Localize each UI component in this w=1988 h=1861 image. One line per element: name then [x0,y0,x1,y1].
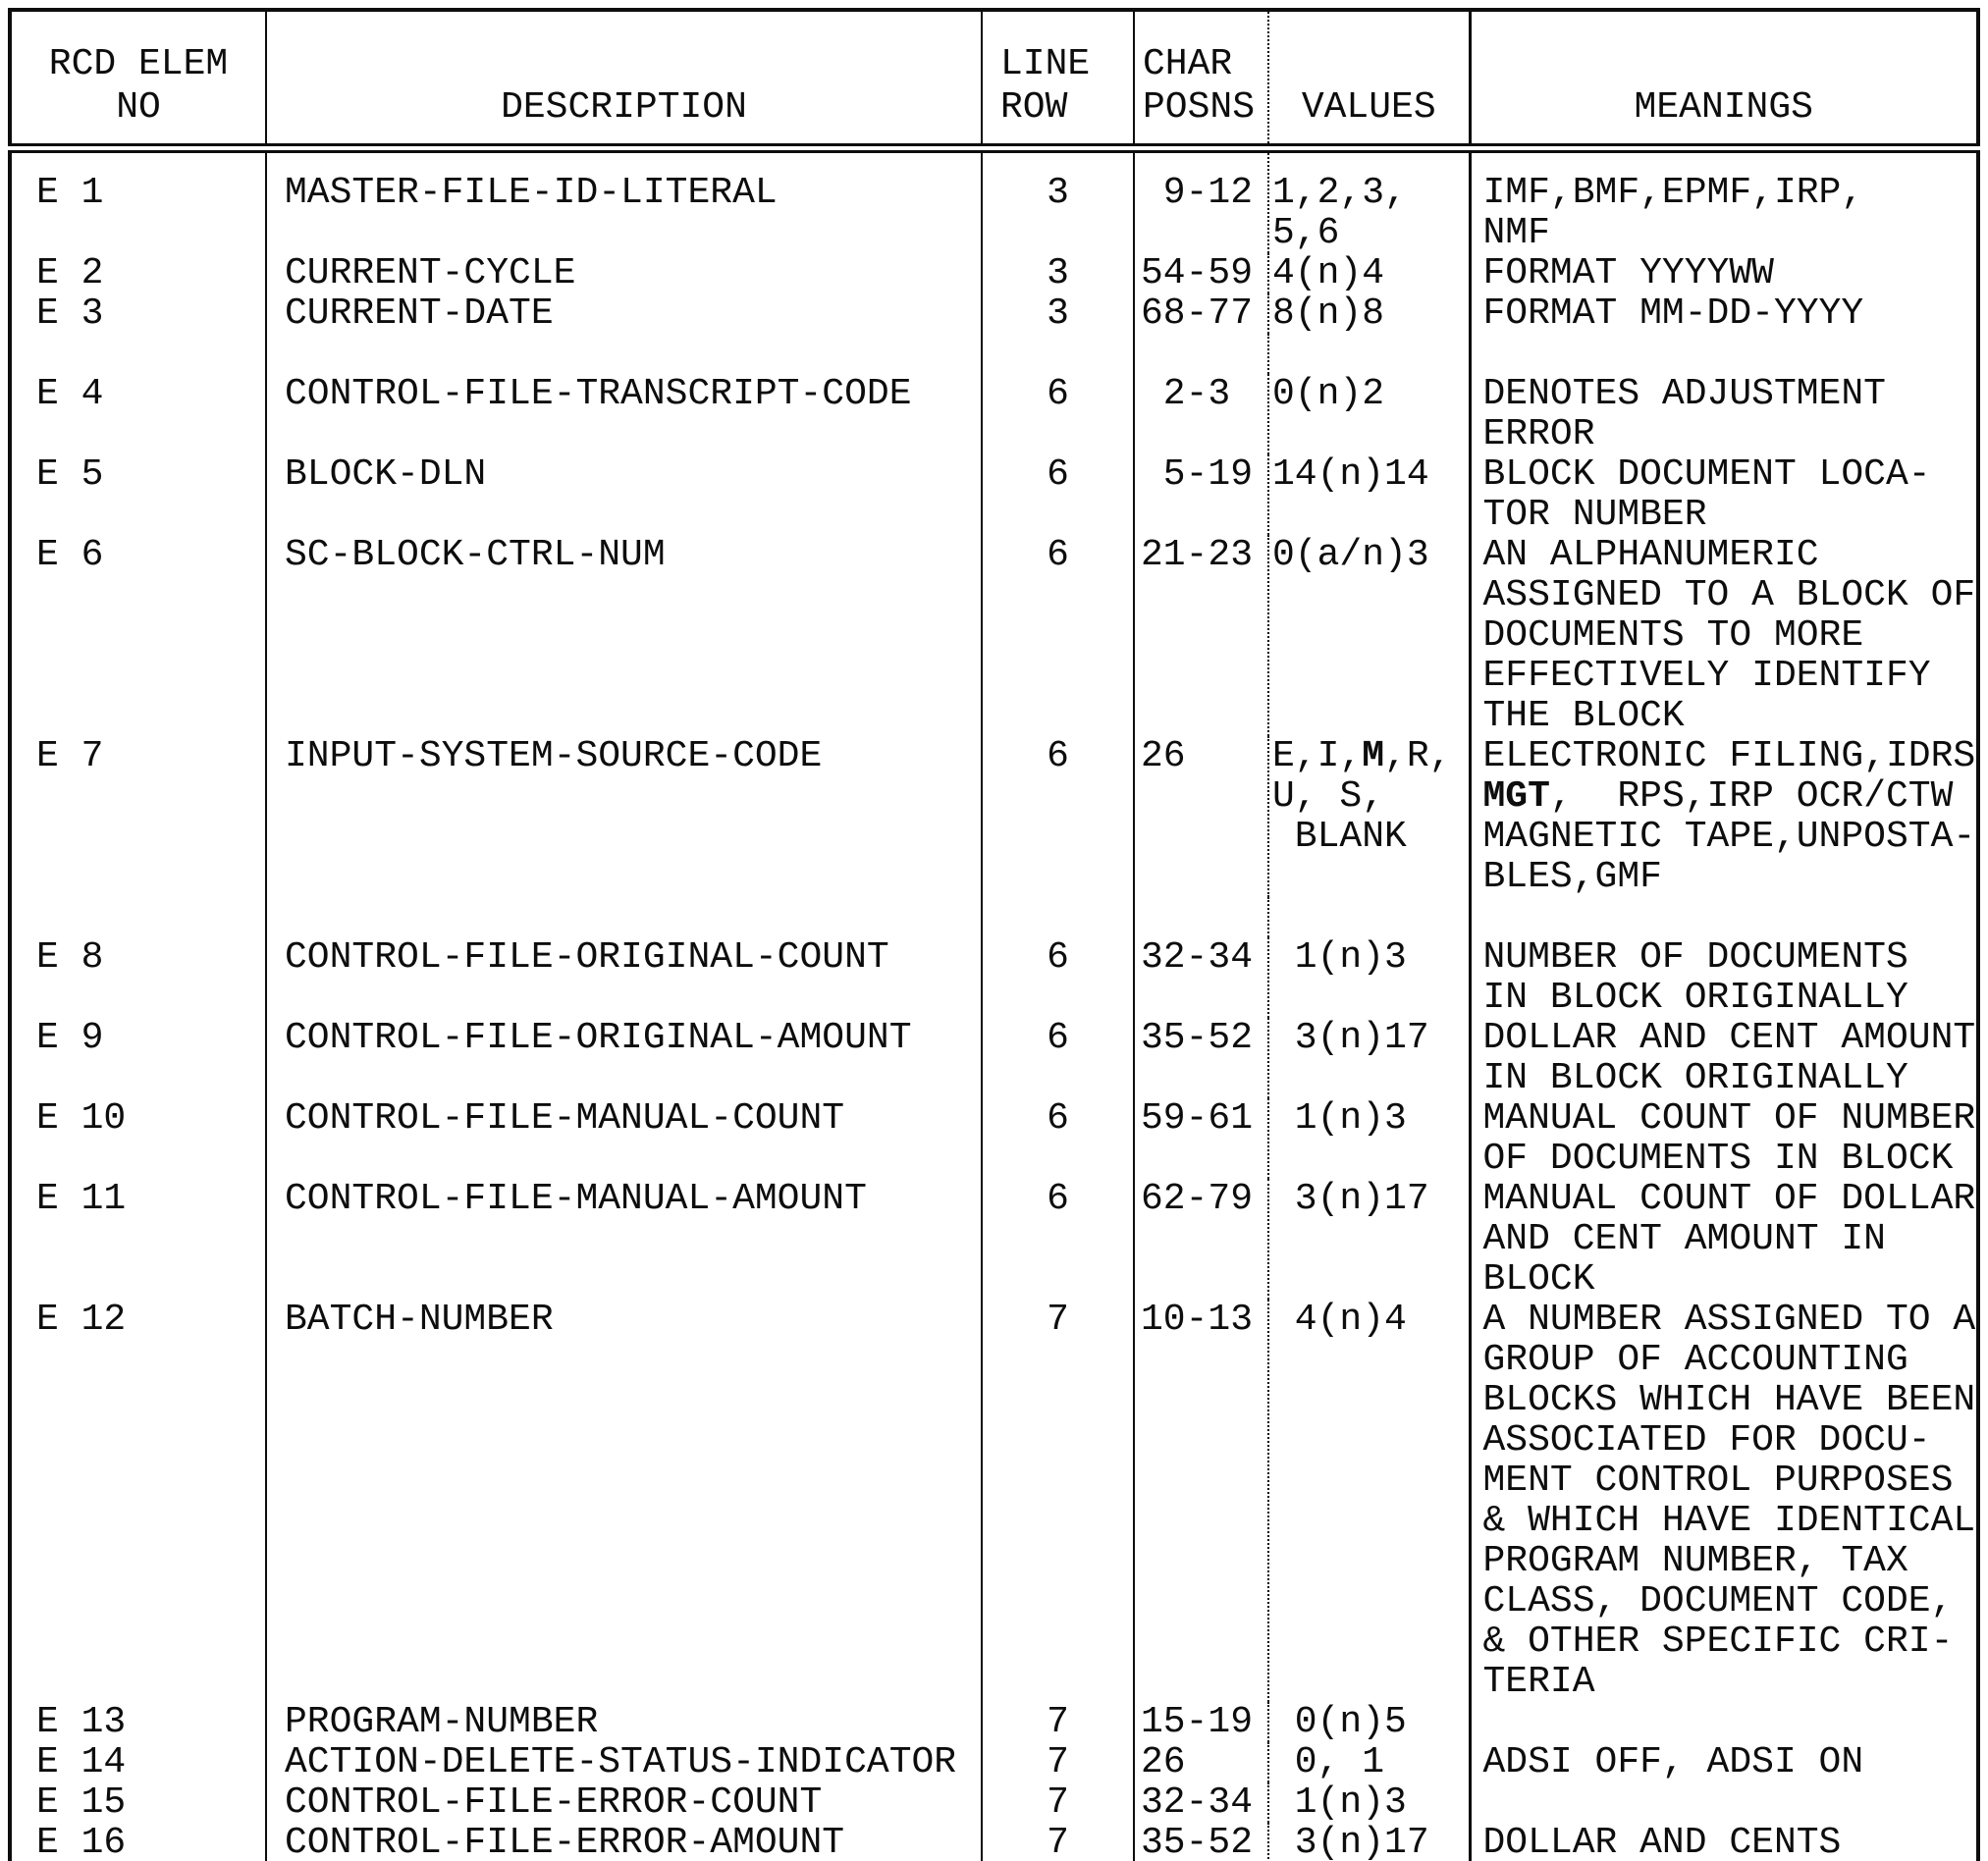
text-line: 7 [1047,1299,1069,1341]
cell-line-row [982,937,1134,1018]
cell-elem-no [10,1300,266,1702]
text-line: VALUES [1301,86,1436,129]
text-line: POSNS [1143,86,1256,129]
text-line: NUMBER OF DOCUMENTS [1482,936,1908,979]
text-line: CLASS, DOCUMENT CODE, [1482,1580,1954,1622]
text-line: BLOCK DOCUMENT LOCA- [1482,453,1931,496]
spacer-cell [1268,334,1470,374]
text-line: E 12 [36,1299,127,1341]
cell-description [266,293,982,334]
text-line: BLES,GMF [1482,856,1662,898]
text-line: E 15 [36,1781,127,1824]
text-line: ASSIGNED TO A BLOCK OF [1482,574,1976,616]
text-line: EFFECTIVELY IDENTIFY [1482,655,1931,697]
text-line: MASTER-FILE-ID-LITERAL [285,172,778,214]
spacer-cell [1470,897,1978,937]
spacer-cell [1134,897,1268,937]
cell-elem-no [10,1702,266,1742]
column-header-values [1268,10,1470,148]
record-row-e-11 [10,1179,1978,1300]
cell-description [266,1823,982,1861]
text-line: CONTROL-FILE-ORIGINAL-COUNT [285,936,889,979]
text-line: FORMAT YYYYWW [1482,252,1774,294]
cell-description [266,1742,982,1782]
cell-description [266,1179,982,1300]
cell-line-row [982,535,1134,736]
cell-char-posns [1134,1179,1268,1300]
text-line: 35-52 [1141,1017,1254,1059]
cell-meanings [1470,374,1978,454]
text-line: 3 [1047,292,1069,335]
text-line: 6 [1047,1178,1069,1220]
cell-description [266,736,982,897]
cell-char-posns [1134,1782,1268,1823]
record-row-e-9 [10,1018,1978,1098]
text-line: E 5 [36,453,104,496]
text-line: 5,6 [1272,212,1340,254]
cell-elem-no [10,374,266,454]
text-line: 6 [1047,735,1069,777]
cell-elem-no [10,454,266,535]
text-line: THE BLOCK [1482,695,1685,737]
bold-text-segment: M [1362,735,1385,777]
cell-description [266,1300,982,1702]
text-line: 6 [1047,534,1069,576]
text-line: AND CENT AMOUNT IN [1482,1218,1886,1260]
cell-elem-no [10,1742,266,1782]
cell-values [1268,1300,1470,1702]
record-row-e-14 [10,1742,1978,1782]
cell-char-posns [1134,1018,1268,1098]
cell-values [1268,1702,1470,1742]
cell-char-posns [1134,148,1268,253]
text-line: BLOCK-DLN [285,453,487,496]
text-segment: E,I, [1272,735,1363,777]
text-line: 0(n)5 [1272,1701,1407,1743]
text-line: 6 [1047,1097,1069,1140]
cell-elem-no [10,736,266,897]
text-line: 7 [1047,1781,1069,1824]
text-line: E 10 [36,1097,127,1140]
text-line: E 4 [36,373,104,415]
column-header-elem-no [10,10,266,148]
text-line: ADSI OFF, ADSI ON [1482,1741,1864,1783]
text-line: DOLLAR AND CENT AMOUNT [1482,1017,1976,1059]
text-line: NMF [1482,212,1550,254]
text-line: PROGRAM-NUMBER [285,1701,599,1743]
text-line: 54-59 [1141,252,1254,294]
cell-description [266,374,982,454]
cell-char-posns [1134,1742,1268,1782]
spacer-cell [10,334,266,374]
text-line: MANUAL COUNT OF NUMBER [1482,1097,1976,1140]
cell-char-posns [1134,1823,1268,1861]
text-line: TOR NUMBER [1482,494,1707,536]
cell-char-posns [1134,736,1268,897]
text-line: & WHICH HAVE IDENTICAL [1482,1500,1976,1542]
cell-meanings [1470,1702,1978,1742]
cell-line-row [982,293,1134,334]
text-line: E 6 [36,534,104,576]
text-line: CONTROL-FILE-ERROR-COUNT [285,1781,823,1824]
record-row-e-10 [10,1098,1978,1179]
record-row-e-13 [10,1702,1978,1742]
text-line: E 8 [36,936,104,979]
cell-description [266,1018,982,1098]
text-line: PROGRAM NUMBER, TAX [1482,1540,1908,1582]
text-line: FORMAT MM-DD-YYYY [1482,292,1864,335]
cell-description [266,1702,982,1742]
text-line: 32-34 [1141,1781,1254,1824]
text-line: 32-34 [1141,936,1254,979]
text-line: ERROR [1482,413,1595,455]
cell-elem-no [10,1098,266,1179]
text-line: DESCRIPTION [501,86,747,129]
text-line: 68-77 [1141,292,1254,335]
text-line: BATCH-NUMBER [285,1299,554,1341]
cell-values [1268,1742,1470,1782]
text-line: E 3 [36,292,104,335]
text-line: 1(n)3 [1272,936,1407,979]
text-line: OF DOCUMENTS IN BLOCK [1482,1138,1954,1180]
cell-values [1268,1098,1470,1179]
text-line: CONTROL-FILE-MANUAL-COUNT [285,1097,845,1140]
cell-char-posns [1134,454,1268,535]
cell-meanings [1470,535,1978,736]
cell-meanings [1470,1782,1978,1823]
text-line: 7 [1047,1822,1069,1861]
text-line: E 2 [36,252,104,294]
cell-elem-no [10,253,266,293]
cell-elem-no [10,148,266,253]
spacer-cell [266,334,982,374]
text-line: 6 [1047,453,1069,496]
text-line: 9-12 [1141,172,1254,214]
text-line: 21-23 [1141,534,1254,576]
cell-char-posns [1134,1300,1268,1702]
text-line: E 11 [36,1178,127,1220]
cell-values [1268,293,1470,334]
cell-description [266,454,982,535]
cell-values [1268,736,1470,897]
cell-line-row [982,148,1134,253]
cell-values [1268,1018,1470,1098]
text-line: & OTHER SPECIFIC CRI- [1482,1621,1954,1663]
cell-values [1268,1179,1470,1300]
cell-meanings [1470,253,1978,293]
record-row-e-4 [10,374,1978,454]
text-line: IMF,BMF,EPMF,IRP, [1482,172,1864,214]
text-line: 3(n)17 [1272,1822,1429,1861]
text-line: 0(a/n)3 [1272,534,1429,576]
text-line: A NUMBER ASSIGNED TO A [1482,1299,1976,1341]
text-line: ASSOCIATED FOR DOCU- [1482,1419,1931,1462]
spacer-cell [10,897,266,937]
text-line: GROUP OF ACCOUNTING [1482,1339,1908,1381]
table-header [10,10,1978,148]
cell-meanings [1470,148,1978,253]
cell-char-posns [1134,374,1268,454]
text-line [1269,736,1469,776]
text-line: 10-13 [1141,1299,1254,1341]
cell-elem-no [10,937,266,1018]
record-row-e-3 [10,293,1978,334]
spacer-cell [1470,334,1978,374]
cell-values [1268,253,1470,293]
spacer-cell [266,897,982,937]
text-line: 26 [1141,735,1186,777]
text-line: RCD ELEM [48,43,229,85]
text-line: 2-3 [1141,373,1231,415]
text-line: LINE [1000,43,1091,85]
cell-elem-no [10,1179,266,1300]
text-line: ACTION-DELETE-STATUS-INDICATOR [285,1741,957,1783]
text-line: E 13 [36,1701,127,1743]
cell-meanings [1470,1018,1978,1098]
text-line: 62-79 [1141,1178,1254,1220]
cell-description [266,1098,982,1179]
record-row-e-6 [10,535,1978,736]
text-line: 35-52 [1141,1822,1254,1861]
text-line: CURRENT-DATE [285,292,554,335]
text-line: CONTROL-FILE-MANUAL-AMOUNT [285,1178,867,1220]
text-line [1472,776,1977,817]
text-line: 7 [1047,1741,1069,1783]
text-line: 7 [1047,1701,1069,1743]
text-line: U, S, [1272,775,1385,818]
table-body [10,148,1978,1861]
cell-meanings [1470,1300,1978,1702]
cell-description [266,253,982,293]
cell-meanings [1470,736,1978,897]
record-row-e-2 [10,253,1978,293]
text-line: MEANINGS [1634,86,1813,129]
text-line: MAGNETIC TAPE,UNPOSTA- [1482,816,1976,858]
cell-values [1268,148,1470,253]
text-segment: ,R, [1384,735,1452,777]
text-line: 3(n)17 [1272,1178,1429,1220]
cell-line-row [982,374,1134,454]
text-line: CONTROL-FILE-TRANSCRIPT-CODE [285,373,912,415]
text-line: E 7 [36,735,104,777]
cell-description [266,148,982,253]
text-line: BLOCK [1482,1258,1595,1301]
cell-elem-no [10,535,266,736]
cell-values [1268,937,1470,1018]
cell-meanings [1470,1179,1978,1300]
text-line: AN ALPHANUMERIC [1482,534,1819,576]
spacer-cell [1134,334,1268,374]
spacer-cell [982,897,1134,937]
text-line: CURRENT-CYCLE [285,252,576,294]
text-line: 1(n)3 [1272,1097,1407,1140]
text-line: BLANK [1272,816,1407,858]
text-line: CONTROL-FILE-ORIGINAL-AMOUNT [285,1017,912,1059]
cell-values [1268,1782,1470,1823]
spacer-cell [1268,897,1470,937]
record-layout-table [8,8,1980,1861]
text-line: 6 [1047,1017,1069,1059]
text-line: 1(n)3 [1272,1781,1407,1824]
column-header-description [266,10,982,148]
text-line: 8(n)8 [1272,292,1385,335]
spacer-cell [982,334,1134,374]
text-line: NO [116,86,161,129]
cell-elem-no [10,1782,266,1823]
text-line: 3 [1047,252,1069,294]
cell-meanings [1470,1823,1978,1861]
blank-line-row [10,334,1978,374]
text-line: SC-BLOCK-CTRL-NUM [285,534,666,576]
text-line: ELECTRONIC FILING,IDRS [1482,735,1976,777]
cell-meanings [1470,1742,1978,1782]
text-line: E 14 [36,1741,127,1783]
cell-values [1268,535,1470,736]
text-line: 15-19 [1141,1701,1254,1743]
text-line: INPUT-SYSTEM-SOURCE-CODE [285,735,823,777]
cell-line-row [982,1742,1134,1782]
text-line: CONTROL-FILE-ERROR-AMOUNT [285,1822,845,1861]
column-header-line-row [982,10,1134,148]
cell-meanings [1470,1098,1978,1179]
column-header-meanings [1470,10,1978,148]
cell-meanings [1470,937,1978,1018]
text-line: E 9 [36,1017,104,1059]
text-line: DENOTES ADJUSTMENT [1482,373,1886,415]
text-line: 4(n)4 [1272,1299,1407,1341]
text-line: 3(n)17 [1272,1017,1429,1059]
cell-char-posns [1134,1702,1268,1742]
cell-line-row [982,736,1134,897]
text-line: 6 [1047,373,1069,415]
text-line: 26 [1141,1741,1186,1783]
text-line: MANUAL COUNT OF DOLLAR [1482,1178,1976,1220]
text-line: TERIA [1482,1661,1595,1703]
text-line: IN BLOCK ORIGINALLY [1482,977,1908,1019]
text-line: DOCUMENTS TO MORE [1482,614,1864,657]
cell-description [266,535,982,736]
cell-line-row [982,1018,1134,1098]
cell-char-posns [1134,253,1268,293]
cell-description [266,1782,982,1823]
cell-line-row [982,1179,1134,1300]
cell-line-row [982,1823,1134,1861]
text-line: 6 [1047,936,1069,979]
cell-char-posns [1134,293,1268,334]
text-line: 5-19 [1141,453,1254,496]
text-line: 14(n)14 [1272,453,1429,496]
cell-char-posns [1134,535,1268,736]
text-segment: , RPS,IRP OCR/CTW [1549,775,1954,818]
cell-line-row [982,1702,1134,1742]
text-line: E 16 [36,1822,127,1861]
cell-description [266,937,982,1018]
cell-values [1268,1823,1470,1861]
cell-line-row [982,454,1134,535]
header-row [10,10,1978,148]
record-row-e-15 [10,1782,1978,1823]
text-line: BLOCKS WHICH HAVE BEEN [1482,1379,1976,1421]
cell-values [1268,374,1470,454]
text-line: 1,2,3, [1272,172,1407,214]
cell-elem-no [10,1823,266,1861]
cell-line-row [982,1782,1134,1823]
text-line: IN BLOCK ORIGINALLY [1482,1057,1908,1099]
text-line: 59-61 [1141,1097,1254,1140]
text-line: 4(n)4 [1272,252,1385,294]
column-header-char-posns [1134,10,1268,148]
cell-values [1268,454,1470,535]
cell-char-posns [1134,937,1268,1018]
text-line: DOLLAR AND CENTS [1482,1822,1842,1861]
text-line: E 1 [36,172,104,214]
text-line: 0, 1 [1272,1741,1385,1783]
text-line: ROW [1000,86,1068,129]
text-line: CHAR [1143,43,1233,85]
record-row-e-1 [10,148,1978,253]
text-line: 3 [1047,172,1069,214]
cell-meanings [1470,293,1978,334]
record-row-e-5 [10,454,1978,535]
cell-line-row [982,253,1134,293]
text-line: 0(n)2 [1272,373,1385,415]
cell-line-row [982,1300,1134,1702]
record-row-e-8 [10,937,1978,1018]
blank-line-row [10,897,1978,937]
cell-elem-no [10,293,266,334]
cell-elem-no [10,1018,266,1098]
bold-text-segment: MGT [1482,775,1550,818]
record-row-e-16 [10,1823,1978,1861]
record-row-e-7 [10,736,1978,897]
cell-line-row [982,1098,1134,1179]
text-line: MENT CONTROL PURPOSES [1482,1460,1954,1502]
cell-meanings [1470,454,1978,535]
cell-char-posns [1134,1098,1268,1179]
record-row-e-12 [10,1300,1978,1702]
